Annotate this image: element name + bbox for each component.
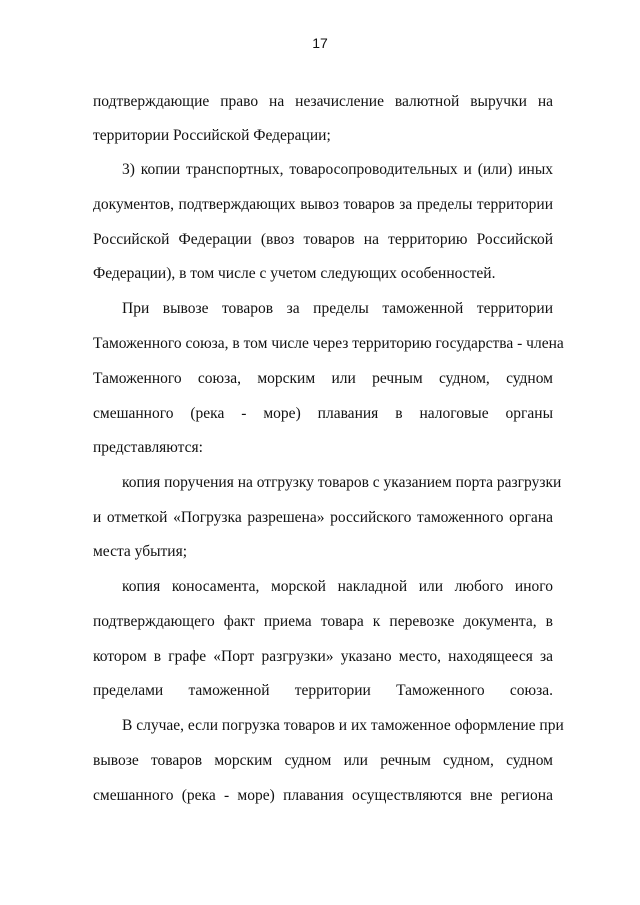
text-line: подтверждающие право на незачисление валютной выручки на bbox=[93, 93, 553, 110]
text-line: копия коносамента, морской накладной или любого иного bbox=[122, 578, 553, 595]
text-line: вывозе товаров морским судном или речным судном, судном bbox=[93, 752, 553, 769]
page-number: 17 bbox=[312, 35, 328, 51]
text-line: Таможенного союза, морским или речным судном, судном bbox=[93, 370, 553, 387]
text-line: Российской Федерации (ввоз товаров на территорию Российской bbox=[93, 231, 553, 248]
text-line: территории Российской Федерации; bbox=[93, 127, 331, 144]
text-line: Федерации), в том числе с учетом следующих особенностей. bbox=[93, 265, 496, 282]
text-line: котором в графе «Порт разгрузки» указано место, находящееся за bbox=[93, 648, 553, 665]
text-line: пределами таможенной территории Таможенного союза. bbox=[93, 682, 553, 699]
text-line: Таможенного союза, в том числе через территорию государства - члена bbox=[93, 335, 564, 352]
text-line: При вывозе товаров за пределы таможенной территории bbox=[122, 300, 553, 317]
text-line: смешанного (река - море) плавания осуществляются вне региона bbox=[93, 787, 553, 804]
text-line: места убытия; bbox=[93, 543, 188, 560]
text-line: представляются: bbox=[93, 439, 203, 456]
text-line: подтверждающего факт приема товара к перевозке документа, в bbox=[93, 613, 553, 630]
text-line: смешанного (река - море) плавания в налоговые органы bbox=[93, 405, 553, 422]
text-line: документов, подтверждающих вывоз товаров за пределы территории bbox=[93, 196, 553, 213]
text-line: В случае, если погрузка товаров и их таможенное оформление при bbox=[122, 717, 564, 734]
text-line: и отметкой «Погрузка разрешена» российского таможенного органа bbox=[93, 509, 553, 526]
text-line: 3) копии транспортных, товаросопроводительных и (или) иных bbox=[122, 161, 553, 178]
text-line: копия поручения на отгрузку товаров с указанием порта разгрузки bbox=[122, 474, 562, 491]
